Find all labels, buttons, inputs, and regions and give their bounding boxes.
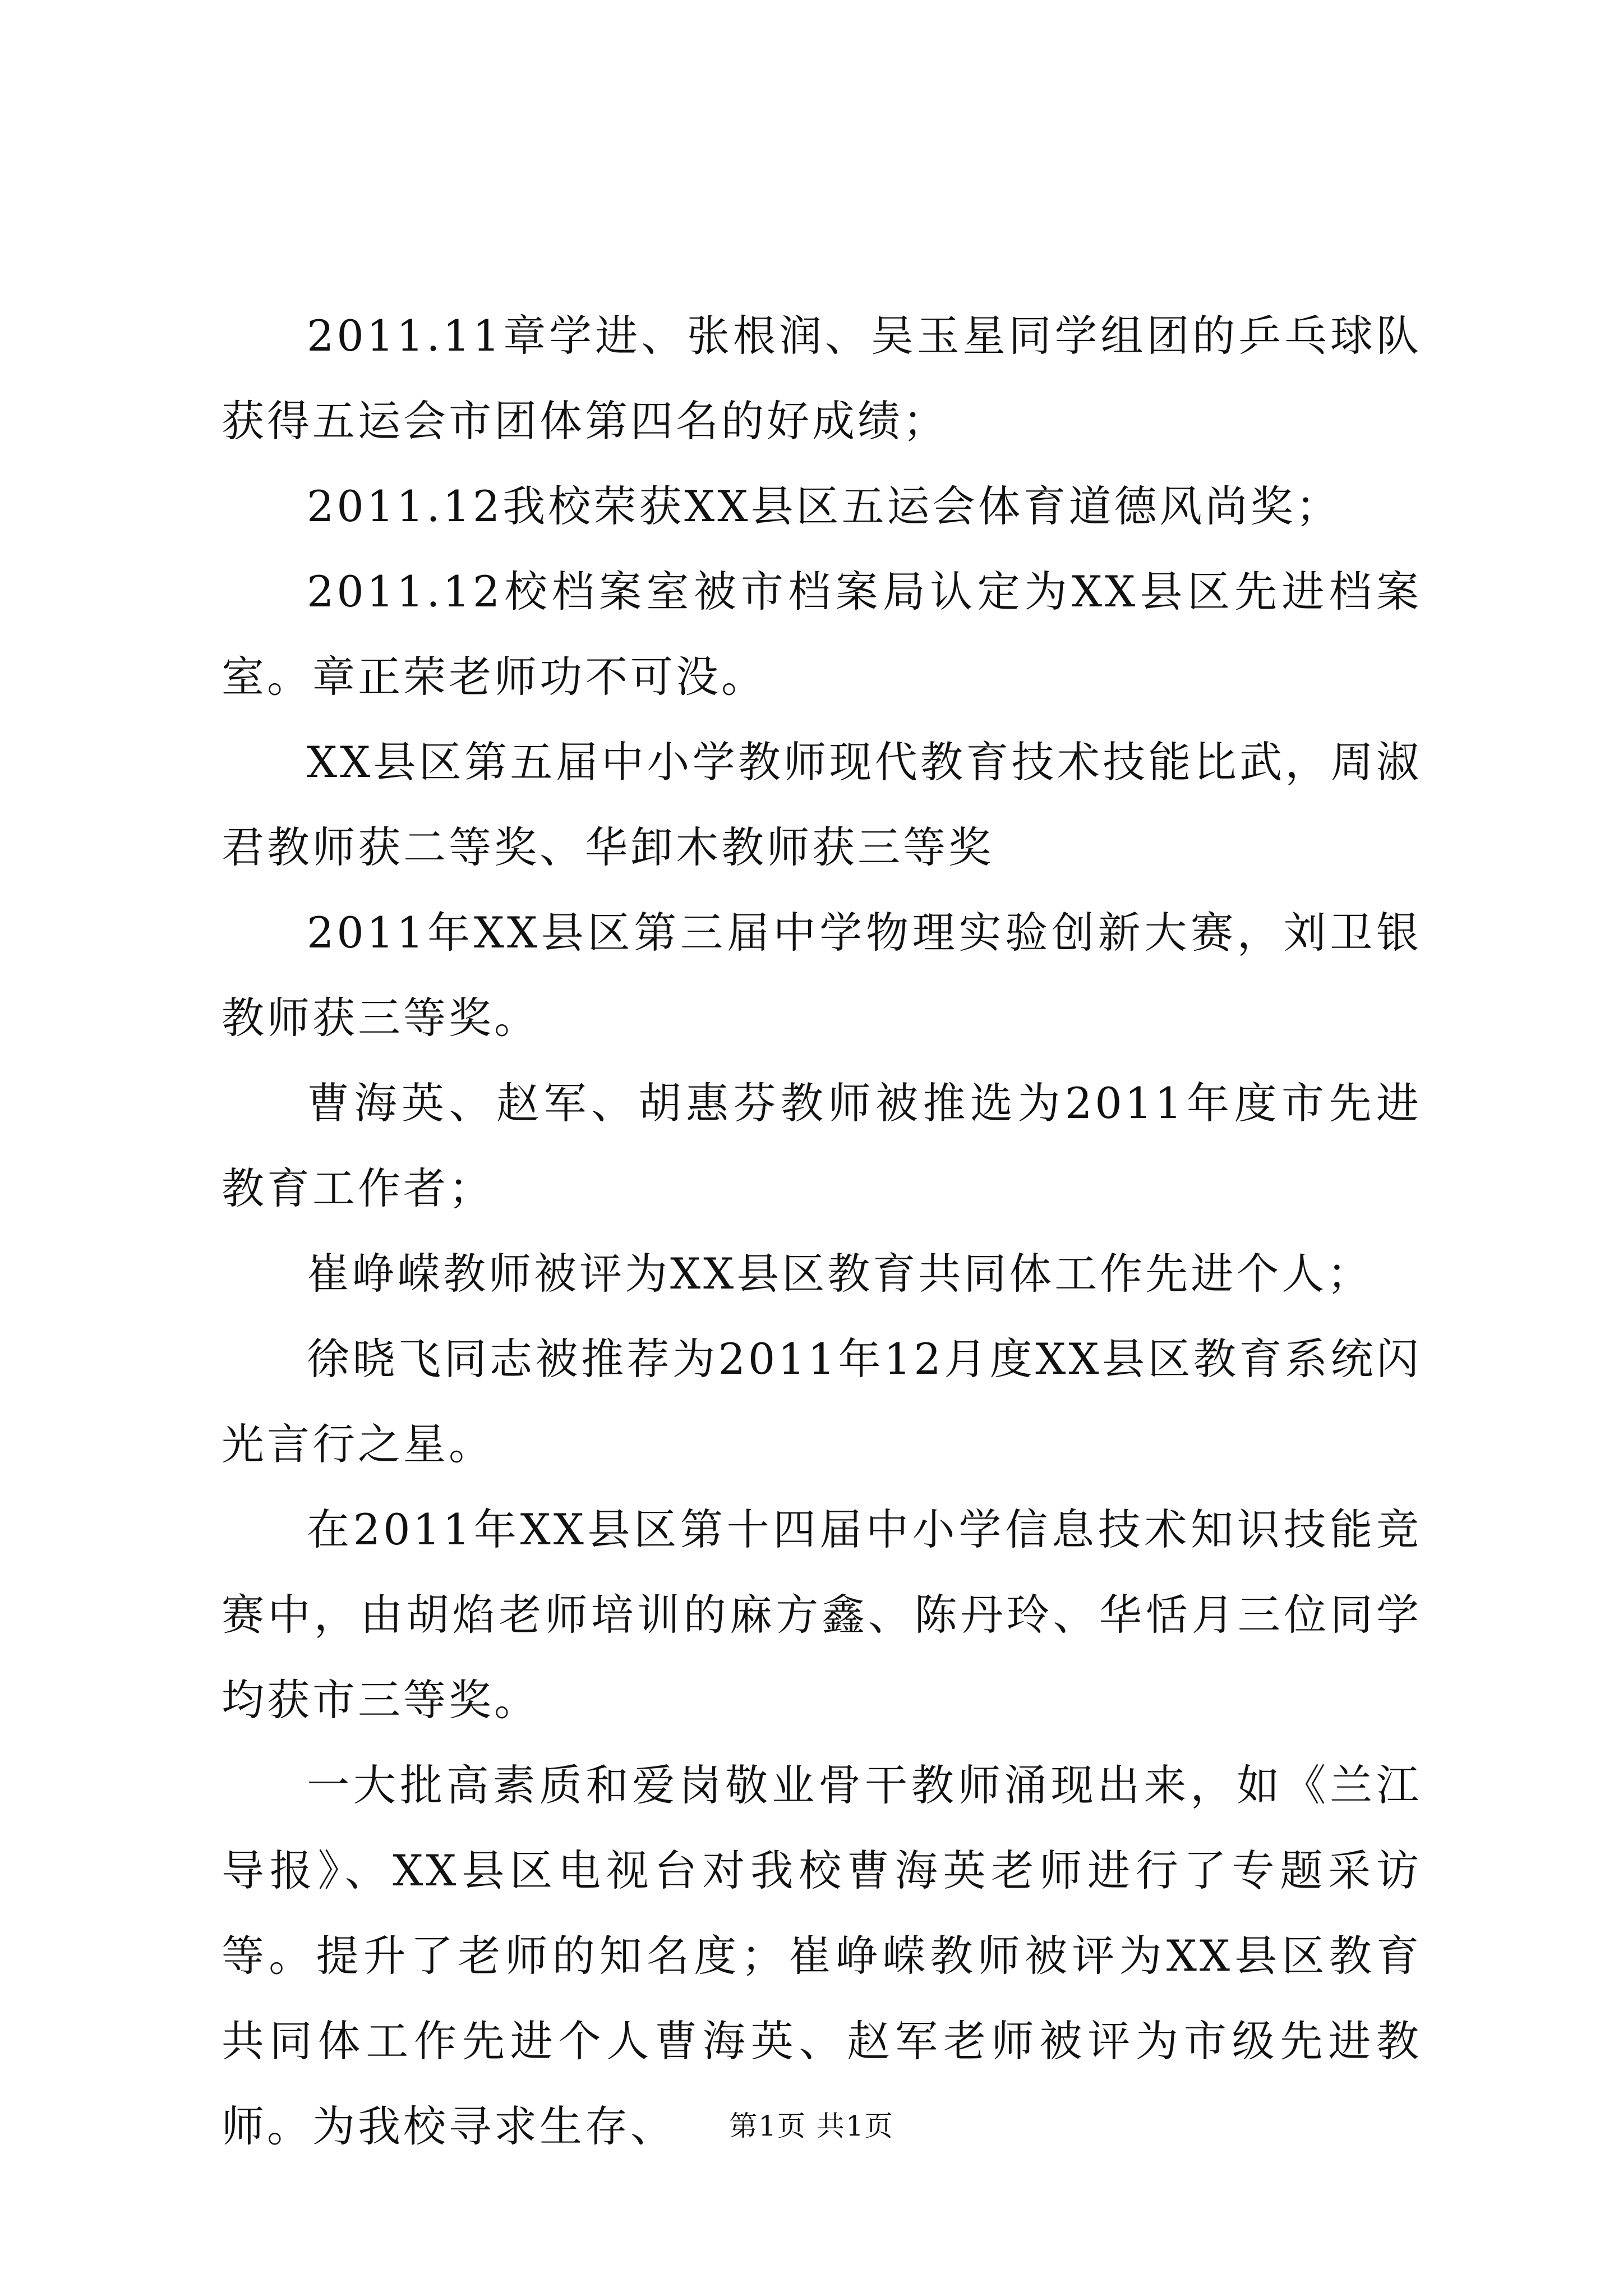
- page-footer: 第1页 共1页: [729, 2110, 894, 2142]
- paragraph: 2011年XX县区第三届中学物理实验创新大赛，刘卫银教师获三等奖。: [222, 908, 1422, 1043]
- paragraph: XX县区第五届中小学教师现代教育技术技能比武，周淑君教师获二等奖、华卸木教师获三等奖: [222, 737, 1422, 872]
- paragraph: 在2011年XX县区第十四届中小学信息技术知识技能竞赛中，由胡焰老师培训的麻方鑫、陈丹玲、华恬月三位同学均获市三等奖。: [222, 1504, 1422, 1725]
- paragraph: 徐晓飞同志被推荐为2011年12月度XX县区教育系统闪光言行之星。: [222, 1334, 1422, 1469]
- paragraph: 一大批高素质和爱岗敬业骨干教师涌现出来，如《兰江导报》、XX县区电视台对我校曹海英老师进行了专题采访等。提升了老师的知名度；崔峥嵘教师被评为XX县区教育共同体工作先进个人曹海英、赵军老师被评为市级先进教师。为我校寻求生存、: [222, 1760, 1422, 2151]
- document-body: [222, 293, 1422, 2169]
- paragraph: 2011.12我校荣获XX县区五运会体育道德风尚奖；: [307, 481, 1341, 531]
- paragraph: 曹海英、赵军、胡惠芬教师被推选为2011年度市先进教育工作者；: [222, 1078, 1422, 1213]
- paragraph: 崔峥嵘教师被评为XX县区教育共同体工作先进个人；: [307, 1249, 1373, 1299]
- paragraph: 2011.12校档案室被市档案局认定为XX县区先进档案室。章正荣老师功不可没。: [222, 567, 1422, 702]
- paragraph: 2011.11章学进、张根润、吴玉星同学组团的乒乓球队获得五运会市团体第四名的好成绩；: [222, 311, 1422, 446]
